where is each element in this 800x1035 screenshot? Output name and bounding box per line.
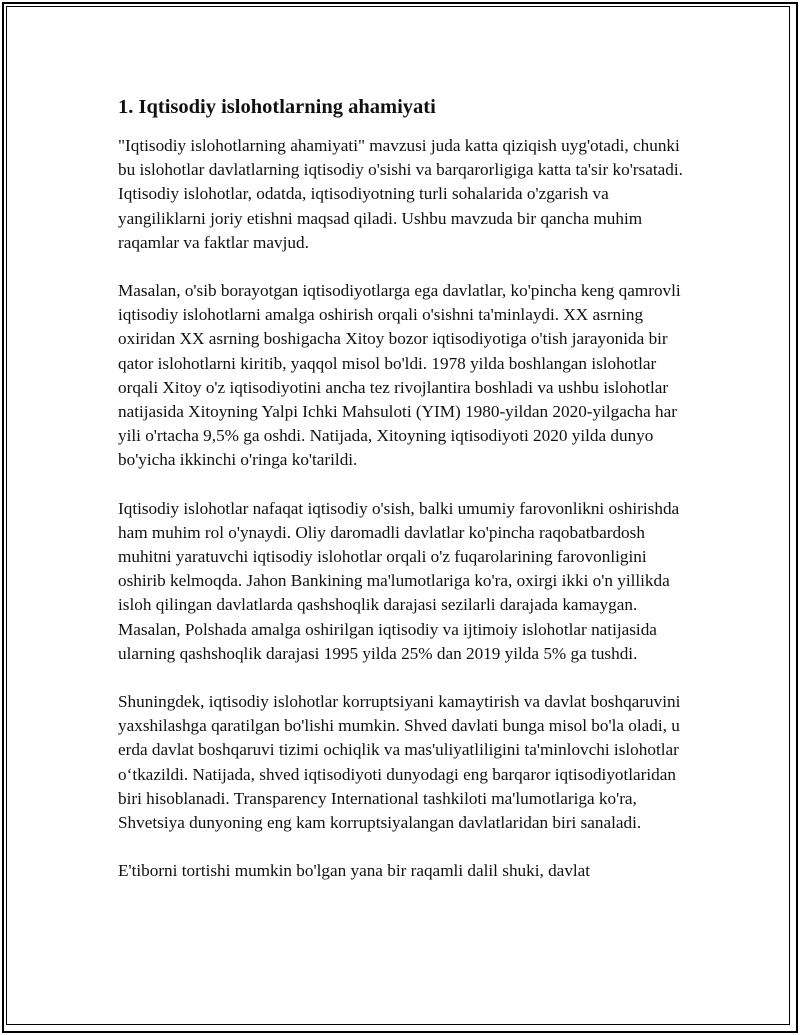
paragraph-1: "Iqtisodiy islohotlarning ahamiyati" mavzusi juda katta qiziqish uyg'otadi, chunki bu islohotlar davlatlarning iqtisodiy o'sishi va barqarorligiga katta ta'sir ko'rsatadi. Iqtisodiy islohotlar, odatda, iqtisodiyotning turli sohalarida o'zgarish va yangiliklarni joriy etishni maqsad qiladi. Ushbu mavzuda bir qancha muhim raqamlar va faktlar mavjud. [118, 136, 683, 252]
paragraph-2: Masalan, o'sib borayotgan iqtisodiyotlarga ega davlatlar, ko'pincha keng qamrovli iqtisodiy islohotlarni amalga oshirish orqali o'sishni ta'minlaydi. XX asrning oxiridan XX asrning boshigacha Xitoy bozor iqtisodiyotiga o'tish jarayonida bir qator islohotlarni kiritib, yaqqol misol bo'ldi. 1978 yilda boshlangan islohotlar orqali Xitoy o'z iqtisodiyotini ancha tez rivojlantira boshladi va ushbu islohotlar natijasida Xitoyning Yalpi Ichki Mahsuloti (YIM) 1980-yildan 2020-yilgacha har yili o'rtacha 9,5% ga oshdi. Natijada, Xitoyning iqtisodiyoti 2020 yilda dunyo bo'yicha ikkinchi o'ringa ko'tarildi. [118, 281, 681, 470]
paragraph-5: E'tiborni tortishi mumkin bo'lgan yana bir raqamli dalil shuki, davlat [118, 861, 591, 881]
document-body [118, 94, 688, 907]
paragraph-4: Shuningdek, iqtisodiy islohotlar korruptsiyani kamaytirish va davlat boshqaruvini yaxshilashga qaratilgan bo'lishi mumkin. Shved davlati bunga misol bo'la oladi, u erda davlat boshqaruvi tizimi ochiqlik va mas'uliyatliligini ta'minlovchi islohotlar o‘tkazildi. Natijada, shved iqtisodiyoti dunyodagi eng barqaror iqtisodiyotlaridan biri hisoblanadi. Transparency International tashkiloti ma'lumotlariga ko'ra, Shvetsiya dunyoning eng kam korruptsiyalangan davlatlaridan biri sanaladi. [118, 692, 681, 833]
section-heading: 1. Iqtisodiy islohotlarning ahamiyati [118, 96, 436, 118]
paragraph-3: Iqtisodiy islohotlar nafaqat iqtisodiy o'sish, balki umumiy farovonlikni oshirishda ham muhim rol o'ynaydi. Oliy daromadli davlatlar ko'pincha raqobatbardosh muhitni yaratuvchi iqtisodiy islohotlar orqali o'z fuqarolarining farovonligini oshirib kelmoqda. Jahon Bankining ma'lumotlariga ko'ra, oxirgi ikki o'n yillikda isloh qilingan davlatlarda qashshoqlik darajasi sezilarli darajada kamaygan. Masalan, Polshada amalga oshirilgan iqtisodiy va ijtimoiy islohotlar natijasida ularning qashshoqlik darajasi 1995 yilda 25% dan 2019 yilda 5% ga tushdi. [118, 498, 680, 663]
